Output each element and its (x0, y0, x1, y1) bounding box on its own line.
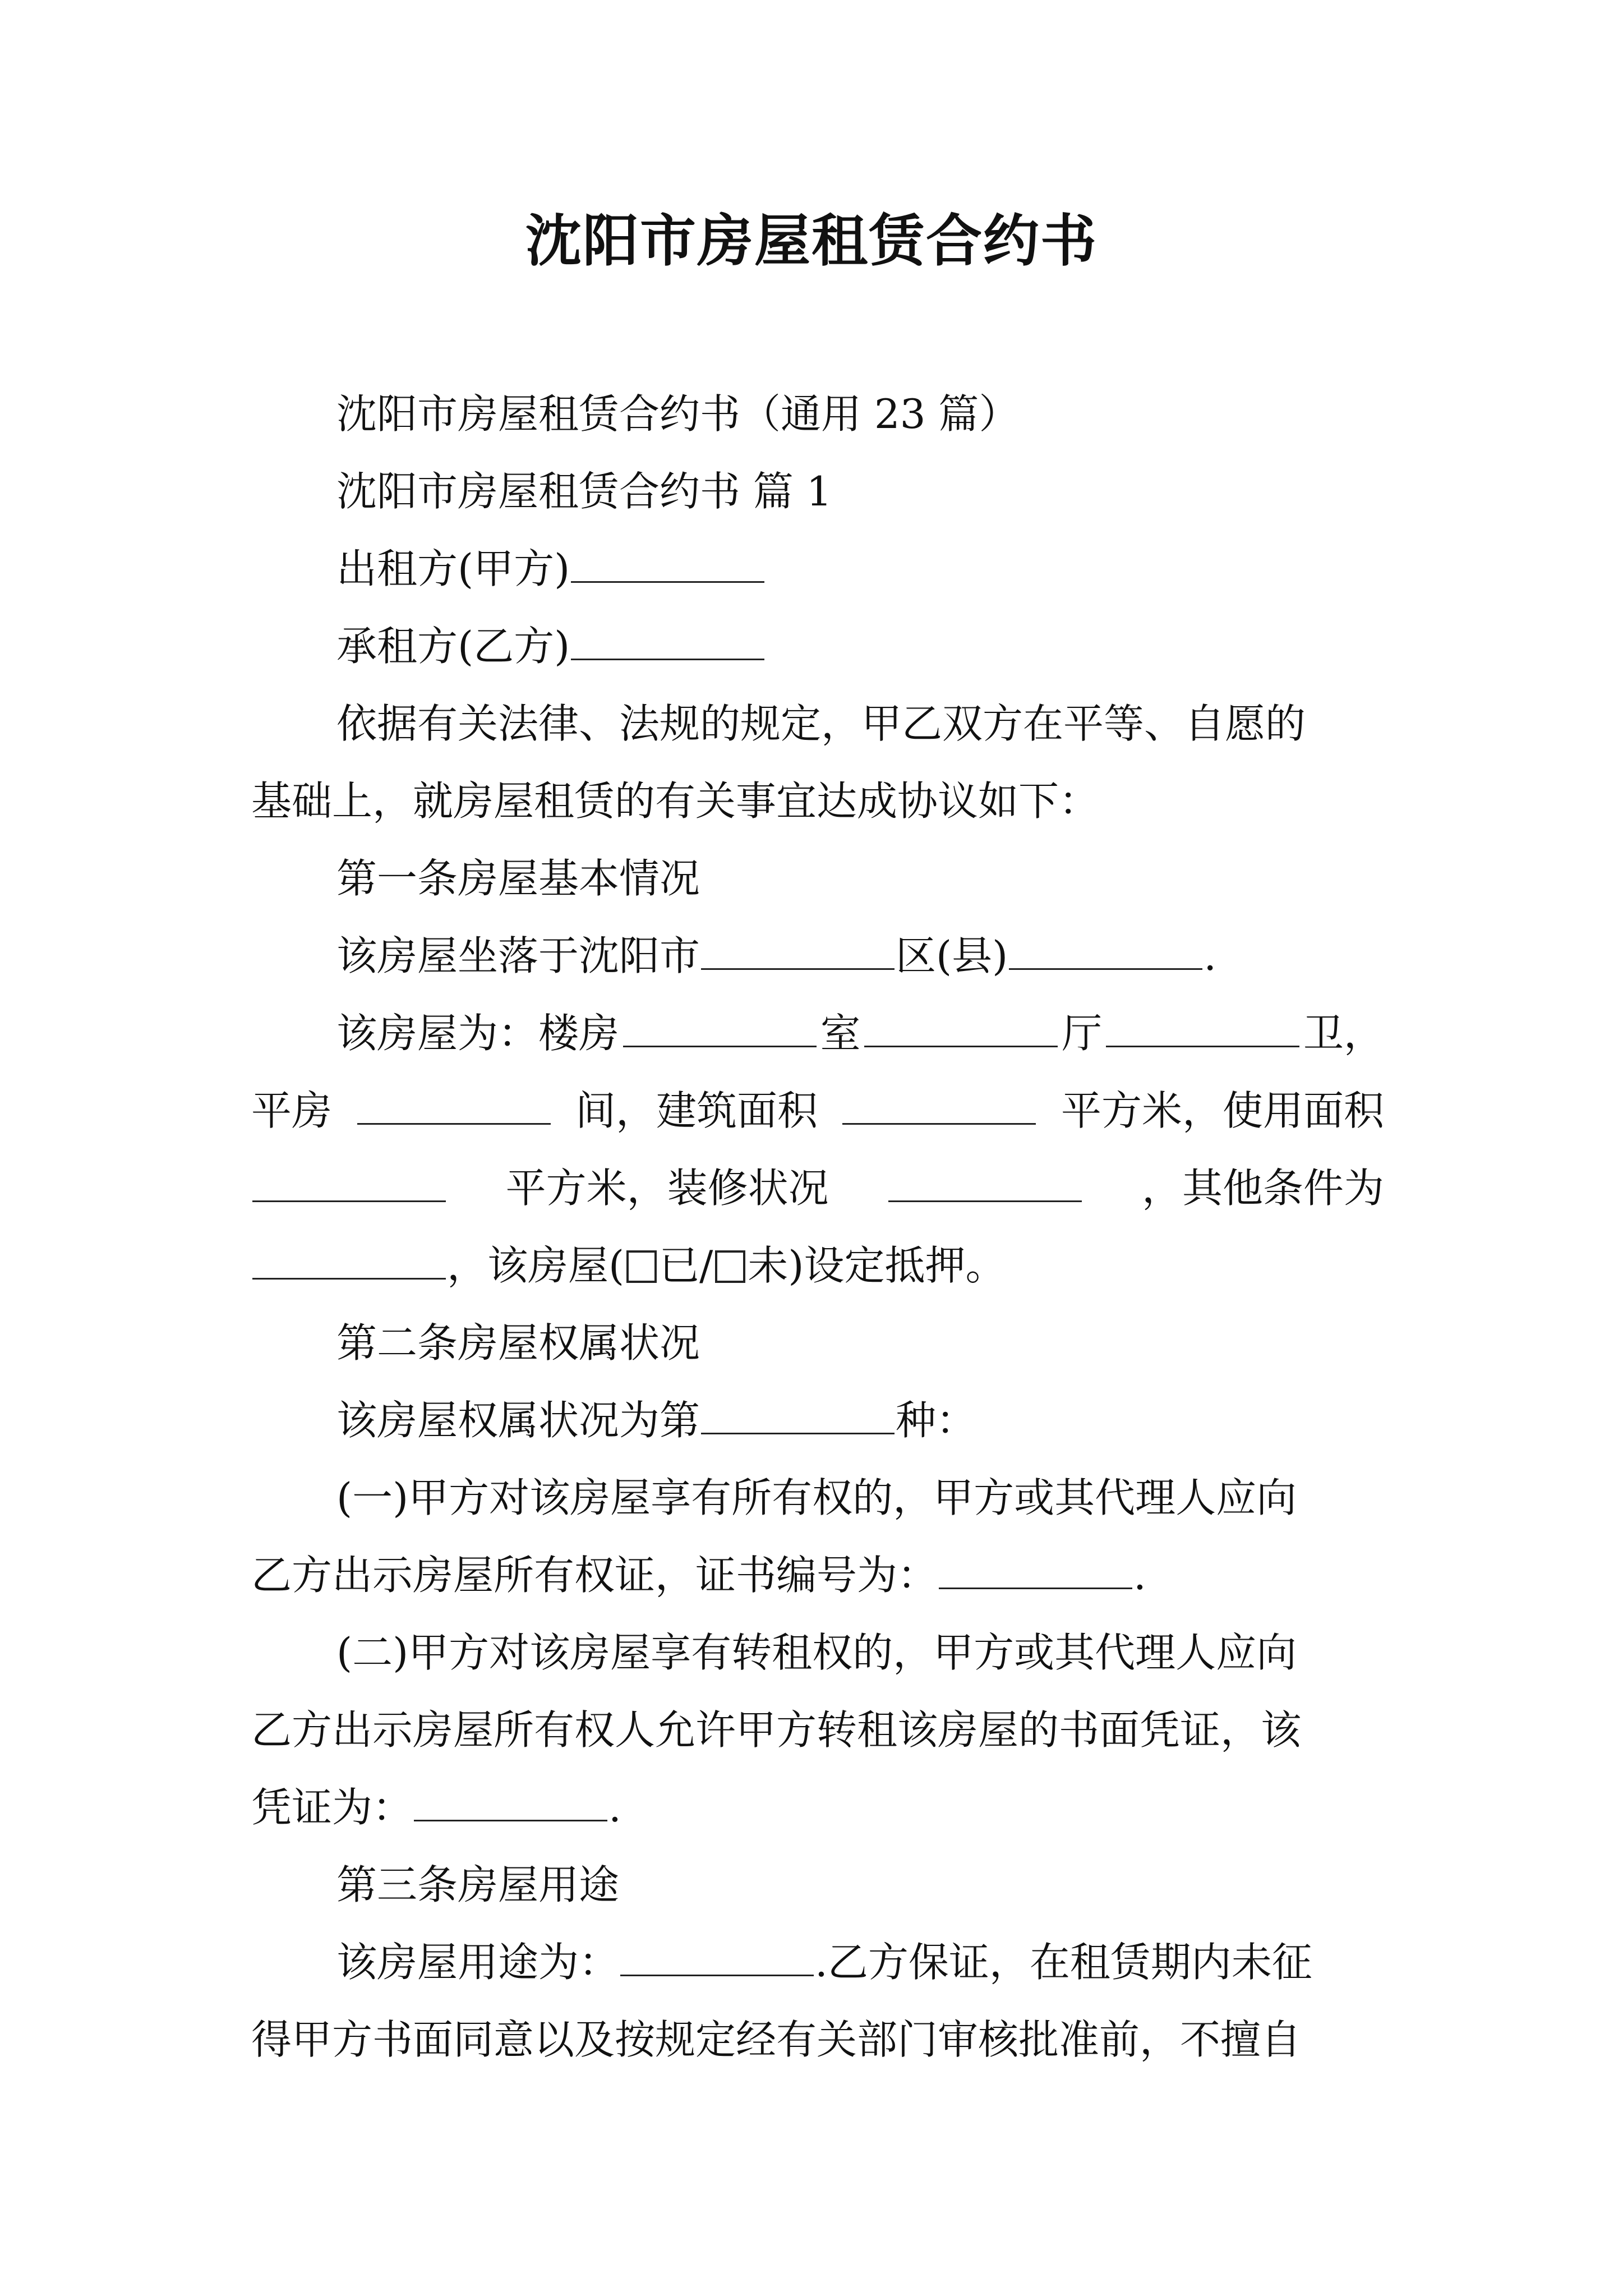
lessee-label: 承租方(乙方) (336, 623, 570, 670)
item-2-line-1: (二)甲方对该房屋享有转租权的，甲方或其代理人应向 (336, 1629, 1297, 1676)
already-text: 已/ (659, 1242, 713, 1289)
item-2-line-2: 乙方出示房屋所有权人允许甲方转租该房屋的书面凭证，该 (251, 1706, 1302, 1754)
mortgage-line (251, 1239, 1006, 1292)
item-1-line-1: (一)甲方对该房屋享有所有权的，甲方或其代理人应向 (336, 1474, 1297, 1521)
article-2-heading: 第二条房屋权属状况 (336, 1319, 700, 1366)
checkbox-not[interactable] (715, 1250, 745, 1283)
ownership-kind-blank (701, 1430, 895, 1434)
city-blank (701, 966, 895, 970)
usage-line-1 (336, 1935, 1312, 1989)
intro-line-1: 依据有关法律、法规的规定，甲乙双方在平等、自愿的 (336, 700, 1306, 747)
bungalow-text: 平房 (251, 1087, 333, 1134)
voucher-blank (414, 1818, 607, 1821)
decoration-blank (888, 1198, 1082, 1202)
ownership-kind-text: 该房屋权属状况为第 (336, 1397, 700, 1444)
usable-area-blank (252, 1198, 446, 1202)
voucher-end: . (608, 1784, 621, 1831)
building-text: 该房屋为：楼房 (336, 1010, 620, 1057)
voucher-text: 凭证为： (251, 1784, 413, 1831)
certificate-blank (939, 1585, 1132, 1589)
article-1-heading: 第一条房屋基本情况 (336, 855, 700, 902)
mortgage-text: ，该房屋( (447, 1242, 625, 1289)
usage-line-2: 得甲方书面同意以及按规定经有关部门审核批准前，不擅自 (251, 2016, 1302, 2063)
building-area-blank (842, 1121, 1036, 1125)
lessor-label: 出租方(甲方) (336, 545, 570, 592)
document-title: 沈阳市房屋租赁合约书 (525, 208, 1098, 274)
usable-area-text: 平方米，使用面积 (1061, 1087, 1384, 1134)
item-2-line-3 (251, 1780, 621, 1834)
item-1-line-2 (251, 1548, 1146, 1602)
usage-text: 该房屋用途为： (336, 1939, 620, 1986)
district-text: 区(县) (896, 932, 1008, 979)
bath-blank (1106, 1043, 1299, 1047)
intro-line-2: 基础上，就房屋租赁的有关事宜达成协议如下： (251, 777, 1100, 825)
lessor-blank (571, 579, 764, 583)
bath-text: 卫， (1303, 1010, 1384, 1057)
location-end: . (1204, 932, 1217, 979)
usage-guarantee-text: .乙方保证，在租赁期内未征 (815, 1939, 1312, 1986)
chapter-heading: 沈阳市房屋租赁合约书 篇 1 (336, 468, 832, 515)
checkbox-already[interactable] (626, 1250, 657, 1283)
usage-blank (620, 1972, 814, 1976)
certificate-end: . (1133, 1552, 1146, 1599)
bungalow-blank (357, 1121, 551, 1125)
not-text: 未)设定抵押。 (748, 1242, 1006, 1289)
article-3-heading: 第三条房屋用途 (336, 1861, 620, 1908)
decoration-text: 平方米，装修状况 (505, 1165, 829, 1212)
other-conditions-blank (252, 1276, 446, 1280)
decoration-line (251, 1161, 1384, 1215)
building-line (336, 1006, 1384, 1060)
certificate-text: 乙方出示房屋所有权证，证书编号为： (251, 1552, 938, 1599)
hall-text: 厅 (1062, 1010, 1103, 1057)
lessor-line (336, 542, 766, 596)
lessee-blank (571, 656, 764, 660)
subtitle: 沈阳市房屋租赁合约书（通用 23 篇） (336, 390, 1020, 438)
area-line (251, 1084, 1384, 1138)
location-line (336, 929, 1216, 983)
room-blank (623, 1043, 817, 1047)
location-text: 该房屋坐落于沈阳市 (336, 932, 700, 979)
room-text: 室 (820, 1010, 861, 1057)
building-area-text: 间，建筑面积 (575, 1087, 818, 1134)
district-blank (1009, 966, 1202, 970)
lessee-line (336, 619, 766, 673)
ownership-kind-line (336, 1393, 976, 1447)
ownership-kind-end: 种： (896, 1397, 977, 1444)
other-conditions-text: ，其他条件为 (1141, 1165, 1384, 1212)
hall-blank (864, 1043, 1058, 1047)
